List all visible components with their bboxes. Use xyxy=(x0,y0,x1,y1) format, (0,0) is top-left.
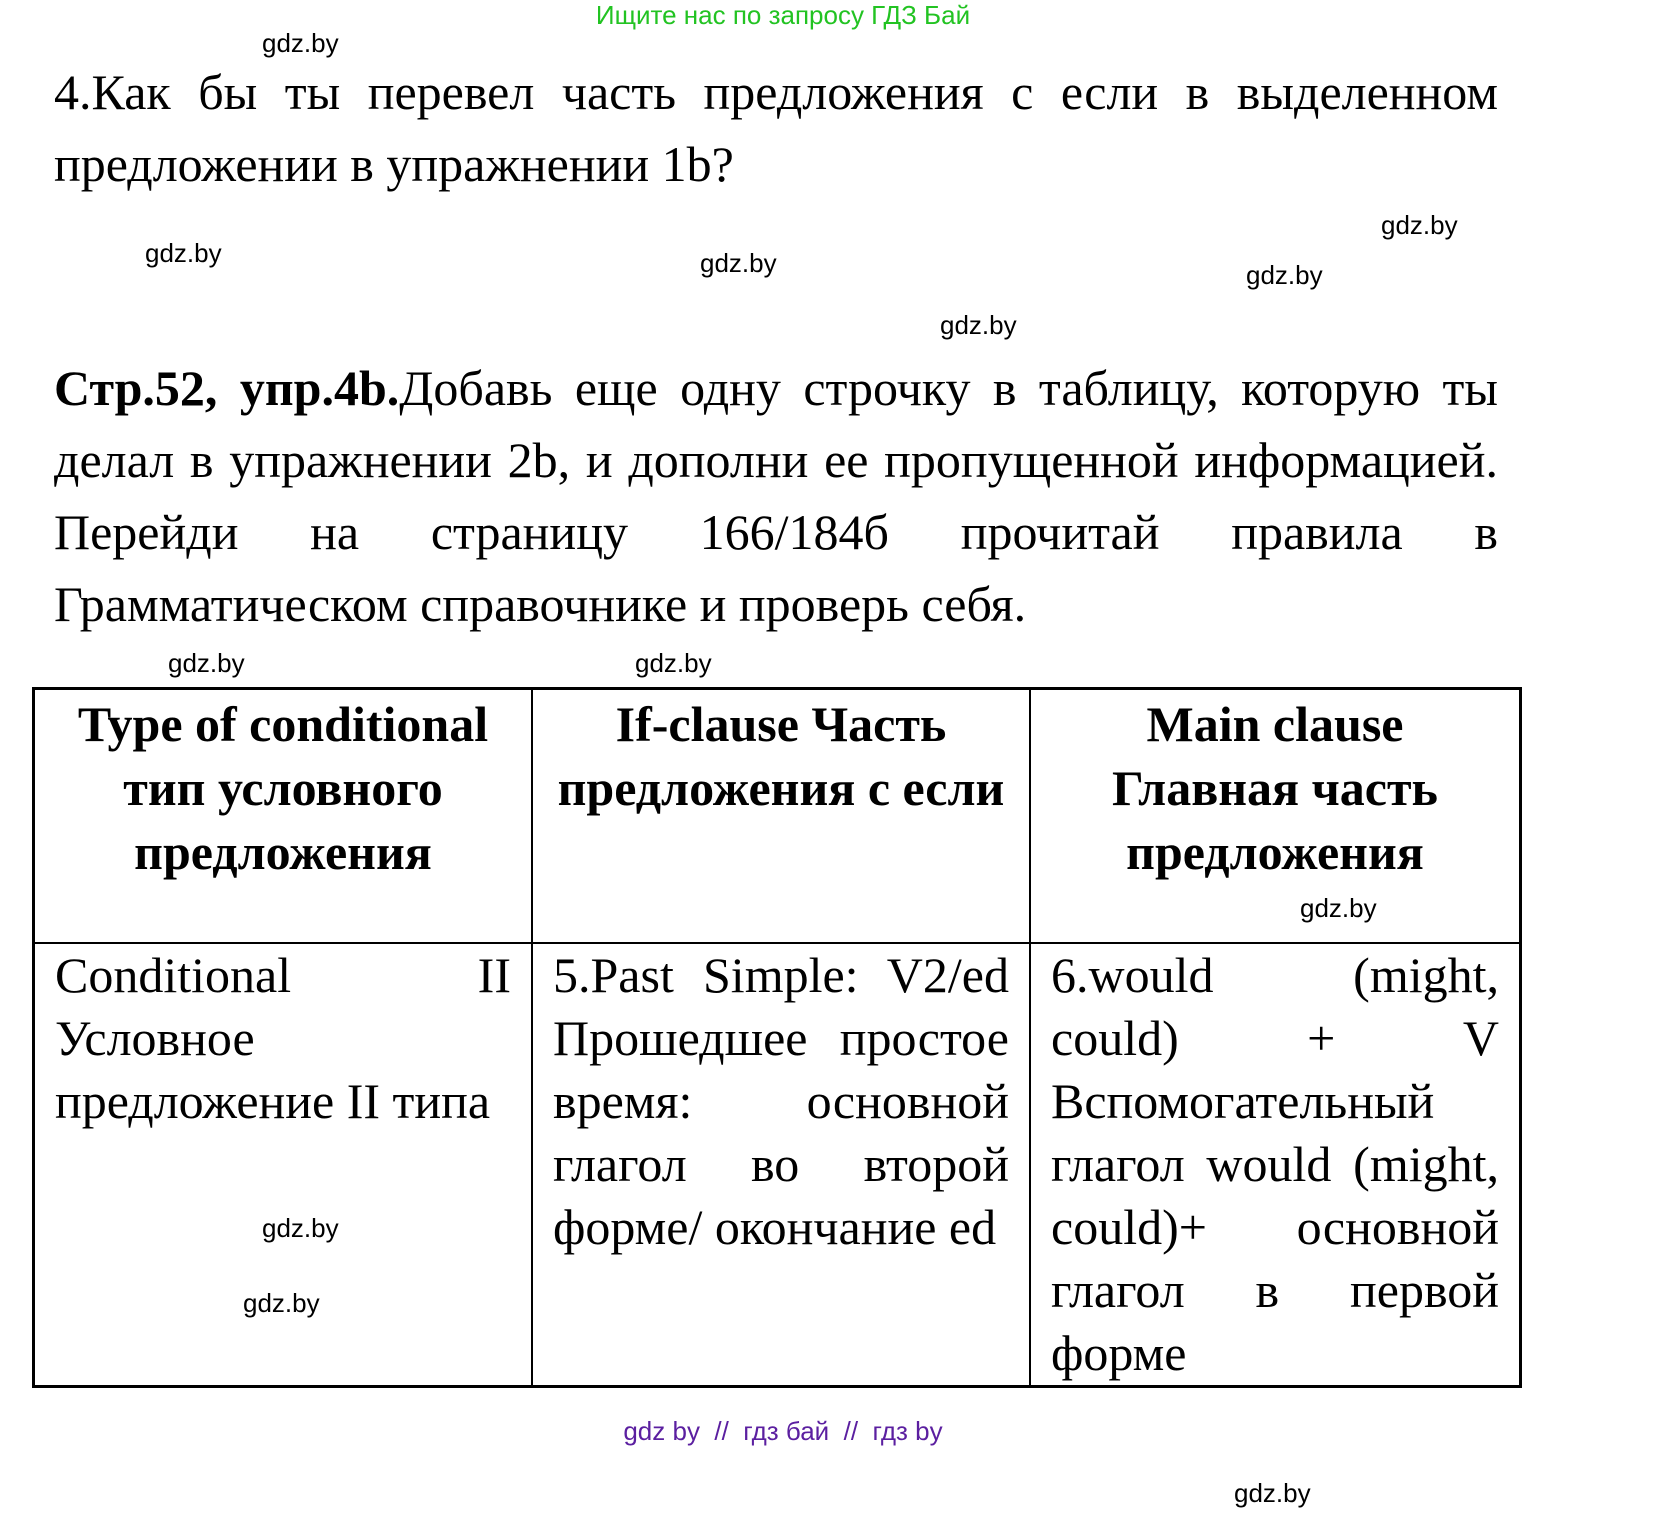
cell-main-clause: 6.would (might, could) + V Вспомогательный глагол would (might, could)+ основной глагол в первой форме xyxy=(1030,943,1521,1387)
watermark: gdz.by xyxy=(168,648,245,678)
watermark: gdz.by xyxy=(635,648,712,678)
conditional-table xyxy=(32,687,1522,1388)
watermark: gdz.by xyxy=(1381,210,1458,240)
cell-type: Conditional II Условное предложение II типа xyxy=(34,943,533,1387)
question-4: 4.Как бы ты перевел часть предложения с если в выделенном предложении в упражнении 1b? xyxy=(54,64,1498,192)
header-main-clause: Main clause Главная часть предложения xyxy=(1030,689,1521,944)
exercise-4b xyxy=(54,352,1498,640)
watermark: gdz.by xyxy=(1234,1478,1311,1508)
table-header-row xyxy=(34,689,1521,944)
watermark: gdz.by xyxy=(1300,893,1377,923)
watermark: gdz.by xyxy=(700,248,777,278)
watermark: gdz.by xyxy=(1246,260,1323,290)
watermark: gdz.by xyxy=(243,1288,320,1318)
watermark: gdz.by xyxy=(262,28,339,58)
watermark: gdz.by xyxy=(940,310,1017,340)
header-if-clause: If-clause Часть предложения с если xyxy=(532,689,1030,944)
watermark: gdz.by xyxy=(145,238,222,268)
search-banner: Ищите нас по запросу ГДЗ Бай xyxy=(595,0,971,30)
cell-if-clause: 5.Past Simple: V2/ed Прошедшее простое время: основной глагол во второй форме/ окончание ed xyxy=(532,943,1030,1387)
exercise-text: Добавь еще одну строчку в таблицу, которую ты делал в упражнении 2b, и дополни ее пропущенной информацией. Перейди на страницу 166/184б прочитай правила в Грамматическом справочнике и проверь себя. xyxy=(54,360,1498,632)
footer-links: gdz by // гдз бай // гдз by xyxy=(623,1416,943,1446)
exercise-label: Стр.52, упр.4b. xyxy=(54,360,400,416)
watermark: gdz.by xyxy=(262,1213,339,1243)
header-type: Type of conditional тип условного предложения xyxy=(34,689,533,944)
table-row xyxy=(34,943,1521,1387)
